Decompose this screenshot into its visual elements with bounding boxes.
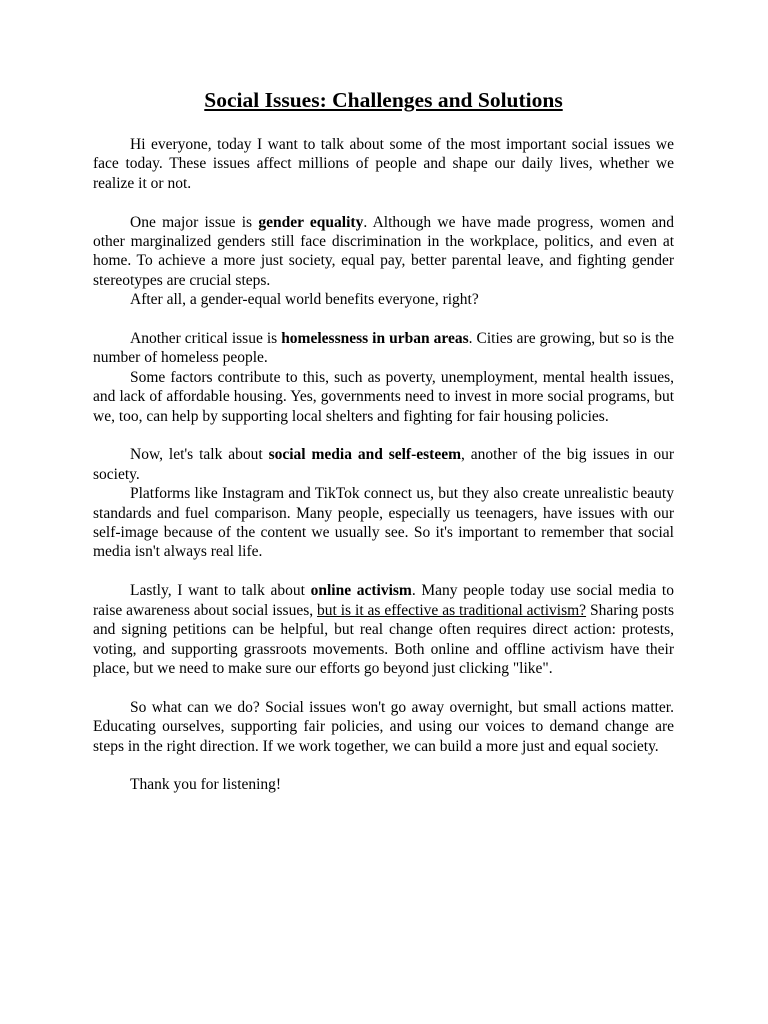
activism-text-mid: . Many people today use social media to raise awareness about social issues, — [93, 582, 674, 619]
homeless-keyword: homelessness in urban areas — [281, 330, 469, 348]
document-title: Social Issues: Challenges and Solutions — [204, 88, 563, 112]
activism-paragraph — [93, 581, 674, 678]
activism-underlined-question: but is it as effective as traditional activism? — [317, 601, 587, 619]
homeless-followup-paragraph: Some factors contribute to this, such as poverty, unemployment, mental health issues, and lack of affordable housing. Yes, governments need to invest in more social programs, but we, too, can help by supporting local shelters and fighting for fair housing policies. — [93, 368, 674, 425]
intro-paragraph: Hi everyone, today I want to talk about some of the most important social issues we face today. These issues affect millions of people and shape our daily lives, whether we realize it or not. — [93, 136, 674, 192]
paragraph-gap — [93, 678, 674, 697]
gender-text-post: . Although we have made progress, women and other marginalized genders still face discrimination in the workplace, politics, and even at home. To achieve a more just society, equal pay, better parental leave, and fighting gender stereotypes are crucial steps. — [93, 213, 674, 289]
gender-text-pre: One major issue is — [130, 213, 259, 231]
paragraph-gap — [93, 310, 674, 329]
activism-keyword: online activism — [310, 582, 412, 600]
social-media-followup-paragraph: Platforms like Instagram and TikTok connect us, but they also create unrealistic beauty standards and fuel comparison. Many people, especially us teenagers, have issues with our self-image because of the content we usually see. So it's important to remember that social media isn't always real life. — [93, 485, 674, 561]
activism-text-post: Sharing posts and signing petitions can be helpful, but real change often requires direct action: protests, voting, and supporting grassroots movements. Both online and offline activism have their place, but we need to make sure our efforts go beyond just clicking "like". — [93, 601, 674, 677]
paragraph-gap — [93, 562, 674, 581]
homeless-text-pre: Another critical issue is — [130, 330, 282, 348]
paragraph-gap — [93, 193, 674, 212]
homeless-text-post: . Cities are growing, but so is the number of homeless people. — [93, 330, 675, 367]
gender-keyword: gender equality — [258, 213, 364, 231]
closing-line: Thank you for listening! — [130, 776, 282, 794]
social-keyword: social media and self-esteem — [268, 446, 461, 464]
document-page — [93, 84, 674, 795]
activism-text-pre: Lastly, I want to talk about — [130, 582, 311, 600]
homeless-paragraph — [93, 329, 674, 368]
paragraph-gap — [93, 426, 674, 445]
social-text-pre: Now, let's talk about — [130, 446, 269, 464]
gender-followup-paragraph: After all, a gender-equal world benefits everyone, right? — [130, 291, 479, 309]
paragraph-gap — [93, 756, 674, 775]
social-text-post: , another of the big issues in our society. — [93, 446, 674, 483]
conclusion-paragraph: So what can we do? Social issues won't go away overnight, but small actions matter. Educating ourselves, supporting fair policies, and using our voices to demand change are steps in the right direction. If we work together, we can build a more just and equal society. — [93, 698, 674, 755]
gender-paragraph — [93, 213, 674, 291]
social-media-paragraph — [93, 445, 674, 484]
